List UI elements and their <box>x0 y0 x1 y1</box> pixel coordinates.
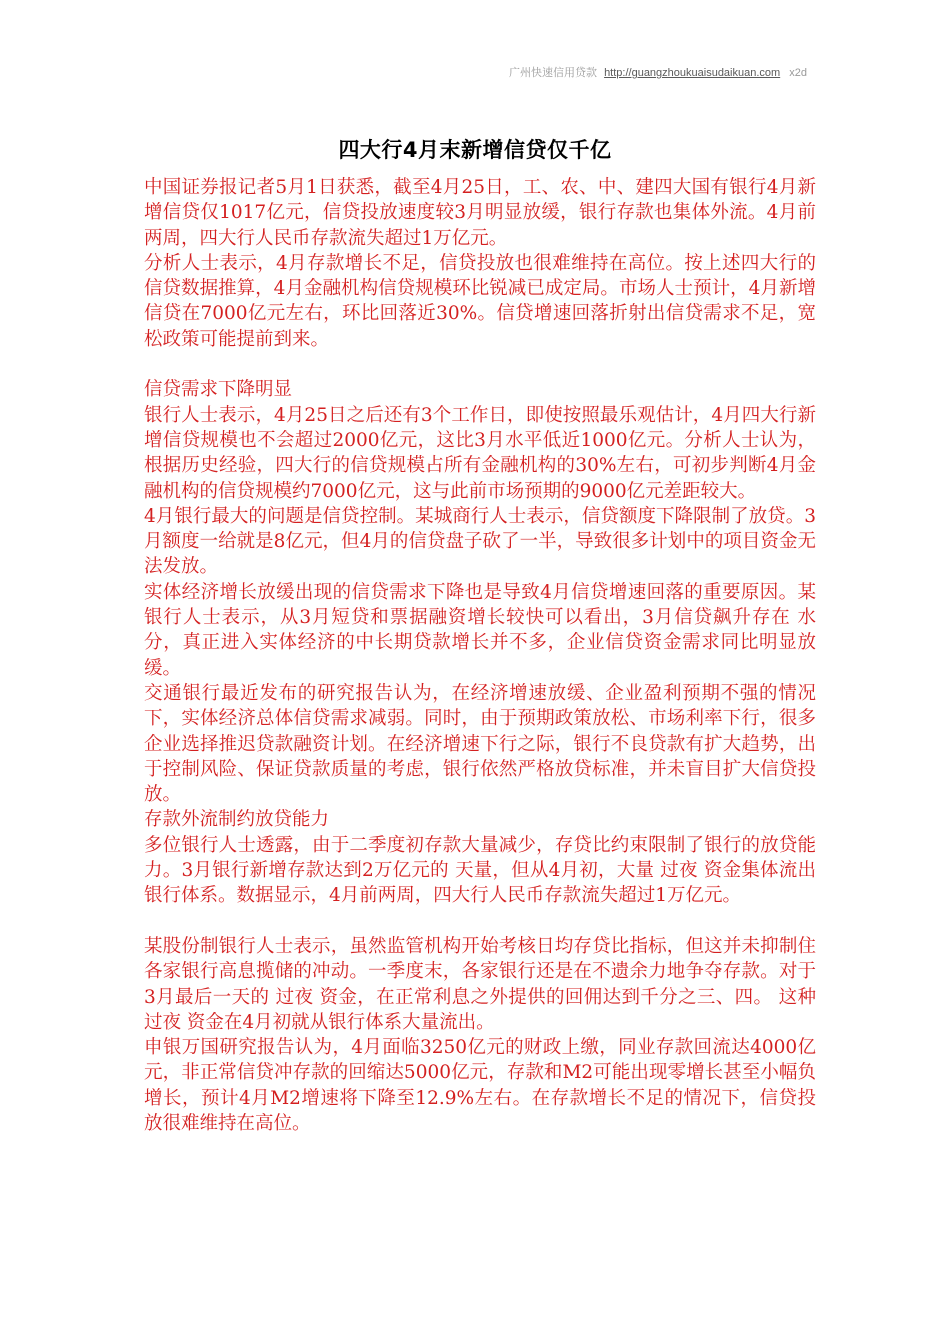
article-title: 四大行4月末新增信贷仅千亿 <box>338 138 612 162</box>
blank-line <box>144 352 816 377</box>
paragraph-intro: 中国证券报记者5月1日获悉，截至4月25日，工、农、中、建四大国有银行4月新增信贷仅1017亿元，信贷投放速度较3月明显放缓，银行存款也集体外流。4月前两周，四大行人民币存款流失超过1万亿元。 <box>144 177 816 249</box>
paragraph-swsresearch-report: 申银万国研究报告认为，4月面临3250亿元的财政上缴，同业存款回流达4000亿元，非正常信贷冲存款的回缩达5000亿元，存款和M2可能出现零增长甚至小幅负增长，预计4月M2增速将下降至12.9%左右。在存款增长不足的情况下，信贷投放很难维持在高位。 <box>144 1037 816 1134</box>
header-site-code: x2d <box>789 67 807 79</box>
section-heading-deposit-outflow: 存款外流制约放贷能力 <box>144 809 330 831</box>
paragraph-joint-stock-bank: 某股份制银行人士表示，虽然监管机构开始考核日均存贷比指标，但这并未抑制住各家银行高息揽储的冲动。一季度末，各家银行还是在不遗余力地争夺存款。对于3月最后一天的 过夜 资金，在正常利息之外提供的回佣达到千分之三、四。 这种 过夜 资金在4月初就从银行体系大量流出。 <box>144 935 816 1033</box>
blank-line <box>144 909 816 934</box>
paragraph-deposit-decrease: 多位银行人士透露，由于二季度初存款大量减少，存贷比约束限制了银行的放贷能力。3月银行新增存款达到2万亿元的 天量，但从4月初，大量 过夜 资金集体流出银行体系。数据显示，4月前两周，四大行人民币存款流失超过1万亿元。 <box>144 834 816 907</box>
header-site-name: 广州快速信用贷款 <box>509 67 597 79</box>
paragraph-credit-control: 4月银行最大的问题是信贷控制。某城商行人士表示，信贷额度下降限制了放贷。3月额度一给就是8亿元，但4月的信贷盘子砍了一半，导致很多计划中的项目资金无法发放。 <box>144 505 816 578</box>
section-heading-credit-demand: 信贷需求下降明显 <box>144 379 293 401</box>
paragraph-bank-estimate: 银行人士表示，4月25日之后还有3个工作日，即使按照最乐观估计，4月四大行新增信贷规模也不会超过2000亿元，这比3月水平低近1000亿元。分析人士认为，根据历史经验，四大行的信贷规模占所有金融机构的30%左右，可初步判断4月金融机构的信贷规模约7000亿元，这与此前市场预期的9000亿元差距较大。 <box>144 404 816 502</box>
header-site-link[interactable]: http://guangzhoukuaisudaikuan.com <box>604 67 781 79</box>
paragraph-analysis: 分析人士表示，4月存款增长不足，信贷投放也很难维持在高位。按上述四大行的信贷数据推算，4月金融机构信贷规模环比锐减已成定局。市场人士预计，4月新增信贷在7000亿元左右，环比回落近30%。信贷增速回落折射出信贷需求不足，宽松政策可能提前到来。 <box>144 252 816 350</box>
paragraph-bocom-report: 交通银行最近发布的研究报告认为，在经济增速放缓、企业盈利预期不强的情况下，实体经济总体信贷需求减弱。同时，由于预期政策放松、市场利率下行，很多企业选择推迟贷款融资计划。在经济增速下行之际，银行不良贷款有扩大趋势，出于控制风险、保证贷款质量的考虑，银行依然严格放贷标准，并未盲目扩大信贷投放。 <box>144 682 816 806</box>
page-header <box>509 64 807 80</box>
paragraph-real-economy: 实体经济增长放缓出现的信贷需求下降也是导致4月信贷增速回落的重要原因。某银行人士表示，从3月短贷和票据融资增长较快可以看出，3月信贷飙升存在 水分，真正进入实体经济的中长期贷款增长并不多，企业信贷资金需求同比明显放缓。 <box>144 581 816 679</box>
article-body <box>144 175 816 1136</box>
